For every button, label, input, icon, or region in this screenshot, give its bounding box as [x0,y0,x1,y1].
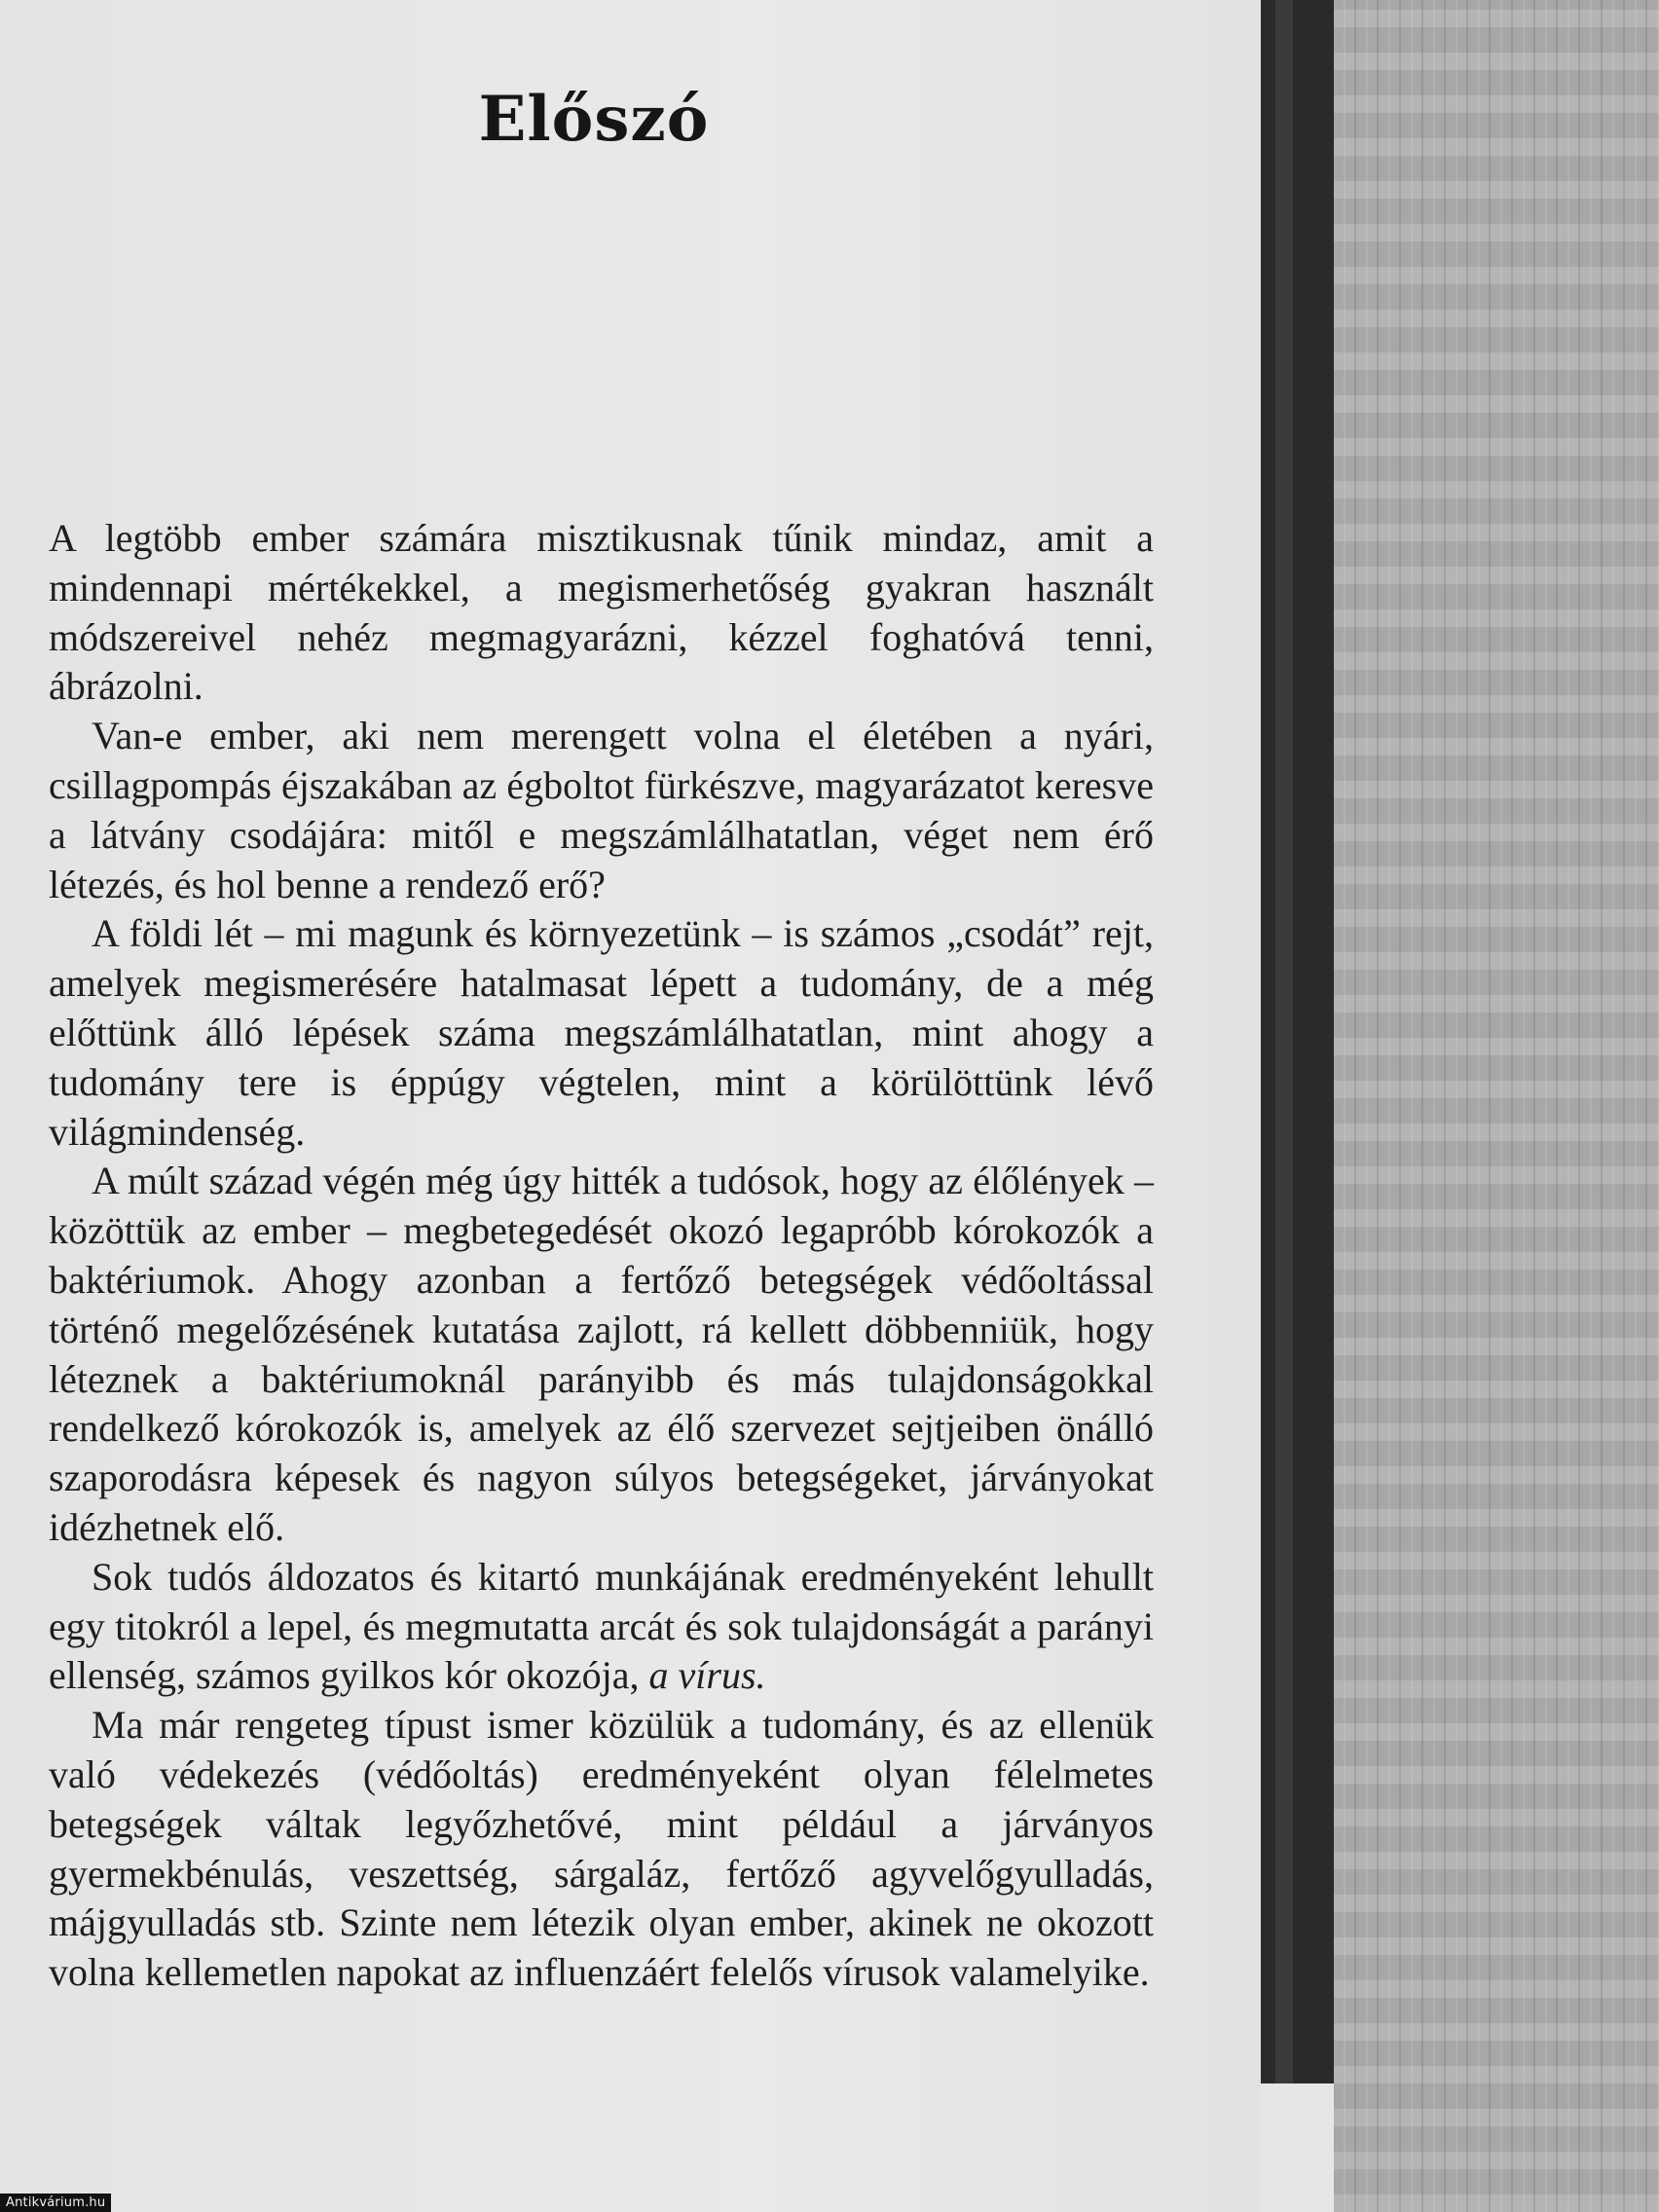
book-cover-edge [1256,0,1334,2083]
paragraph-5-text: Sok tudós áldozatos és kitartó munkájának eredményeként lehullt egy titokról a lepel, és megmutatta arcát és sok tulajdonságát a parányi ellenség, számos gyilkos kór okozója, [49,1554,1154,1698]
body-text [49,514,1154,1998]
paragraph-4: A múlt század végén még úgy hitték a tudósok, hogy az élőlények – közöttük az ember – megbetegedését okozó legapróbb kórokozók a baktériumok. Ahogy azonban a fertőző betegségek védőoltással történő megelőzésének kutatása zajlott, rá kellett döbbenniük, hogy léteznek a baktériumoknál parányibb és más tulajdonságokkal rendelkező kórokozók is, amelyek az élő szervezet sejtjeiben önálló szaporodásra képesek és nagyon súlyos betegségeket, járványokat idézhetnek elő. [49,1159,1154,1549]
paragraph-5-italic: a vírus. [648,1653,766,1698]
page-title: Előszó [478,83,710,156]
paragraph-2: Van-e ember, aki nem merengett volna el életében a nyári, csillagpompás éjszakában az égboltot fürkészve, magyarázatot keresve a látvány csodájára: mitől e megszámlálhatatlan, véget nem érő létezés, és hol benne a rendező erő? [49,714,1154,906]
book-cover-edge-highlight [1275,0,1293,2083]
paragraph-1: A legtöbb ember számára misztikusnak tűnik mindaz, amit a mindennapi mértékekkel, a megismerhetőség gyakran használt módszereivel nehéz megmagyarázni, kézzel foghatóvá tenni, ábrázolni. [49,516,1154,709]
watermark: Antikvárium.hu [0,2194,111,2212]
paragraph-3: A földi lét – mi magunk és környezetünk – is számos „csodát” rejt, amelyek megismerésére hatalmasat lépett a tudomány, de a még előttünk álló lépések száma megszámlálhatatlan, mint ahogy a tudomány tere is éppúgy végtelen, mint a körülöttünk lévő világmindenség. [49,911,1154,1154]
paragraph-6: Ma már rengeteg típust ismer közülük a tudomány, és az ellenük való védekezés (védőoltás) eredményeként olyan félelmetes betegségek váltak legyőzhetővé, mint például a járványos gyermekbénulás, veszettség, sárgaláz, fertőző agyvelőgyulladás, májgyulladás stb. Szinte nem létezik olyan ember, akinek ne okozott volna kellemetlen napokat az influenzáért felelős vírusok valamelyike. [49,1703,1154,1995]
paragraph-5 [49,1553,1154,1701]
